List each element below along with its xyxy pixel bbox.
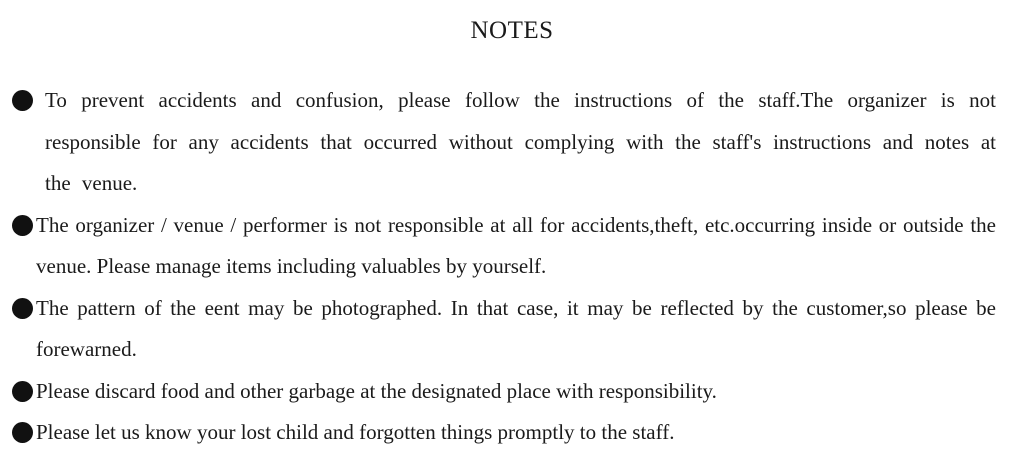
note-text: Please discard food and other garbage at the designated place with responsibility.: [36, 378, 717, 403]
list-item: [12, 412, 996, 454]
note-text: The organizer / venue / performer is not responsible at all for accidents,theft, etc.occurring inside or outside the venue. Please manage items including valuables by yourself.: [36, 212, 996, 278]
bullet-icon: [12, 381, 33, 402]
note-text: The pattern of the eent may be photographed. In that case, it may be reflected by the customer,so please be forewarned.: [36, 295, 996, 361]
note-text: To prevent accidents and confusion, please follow the instructions of the staff.The organizer is not responsible for any accidents that occurred without complying with the staff's instructions and notes at the venue.: [45, 88, 996, 195]
bullet-icon: [12, 90, 33, 111]
list-item: [12, 205, 996, 288]
list-item: [12, 80, 996, 205]
list-item: [12, 288, 996, 371]
list-item: [12, 371, 996, 413]
bullet-icon: [12, 215, 33, 236]
notes-list: [12, 80, 996, 454]
bullet-icon: [12, 298, 33, 319]
bullet-icon: [12, 422, 33, 443]
page-title: NOTES: [470, 17, 554, 44]
note-text: Please let us know your lost child and forgotten things promptly to the staff.: [36, 420, 675, 444]
